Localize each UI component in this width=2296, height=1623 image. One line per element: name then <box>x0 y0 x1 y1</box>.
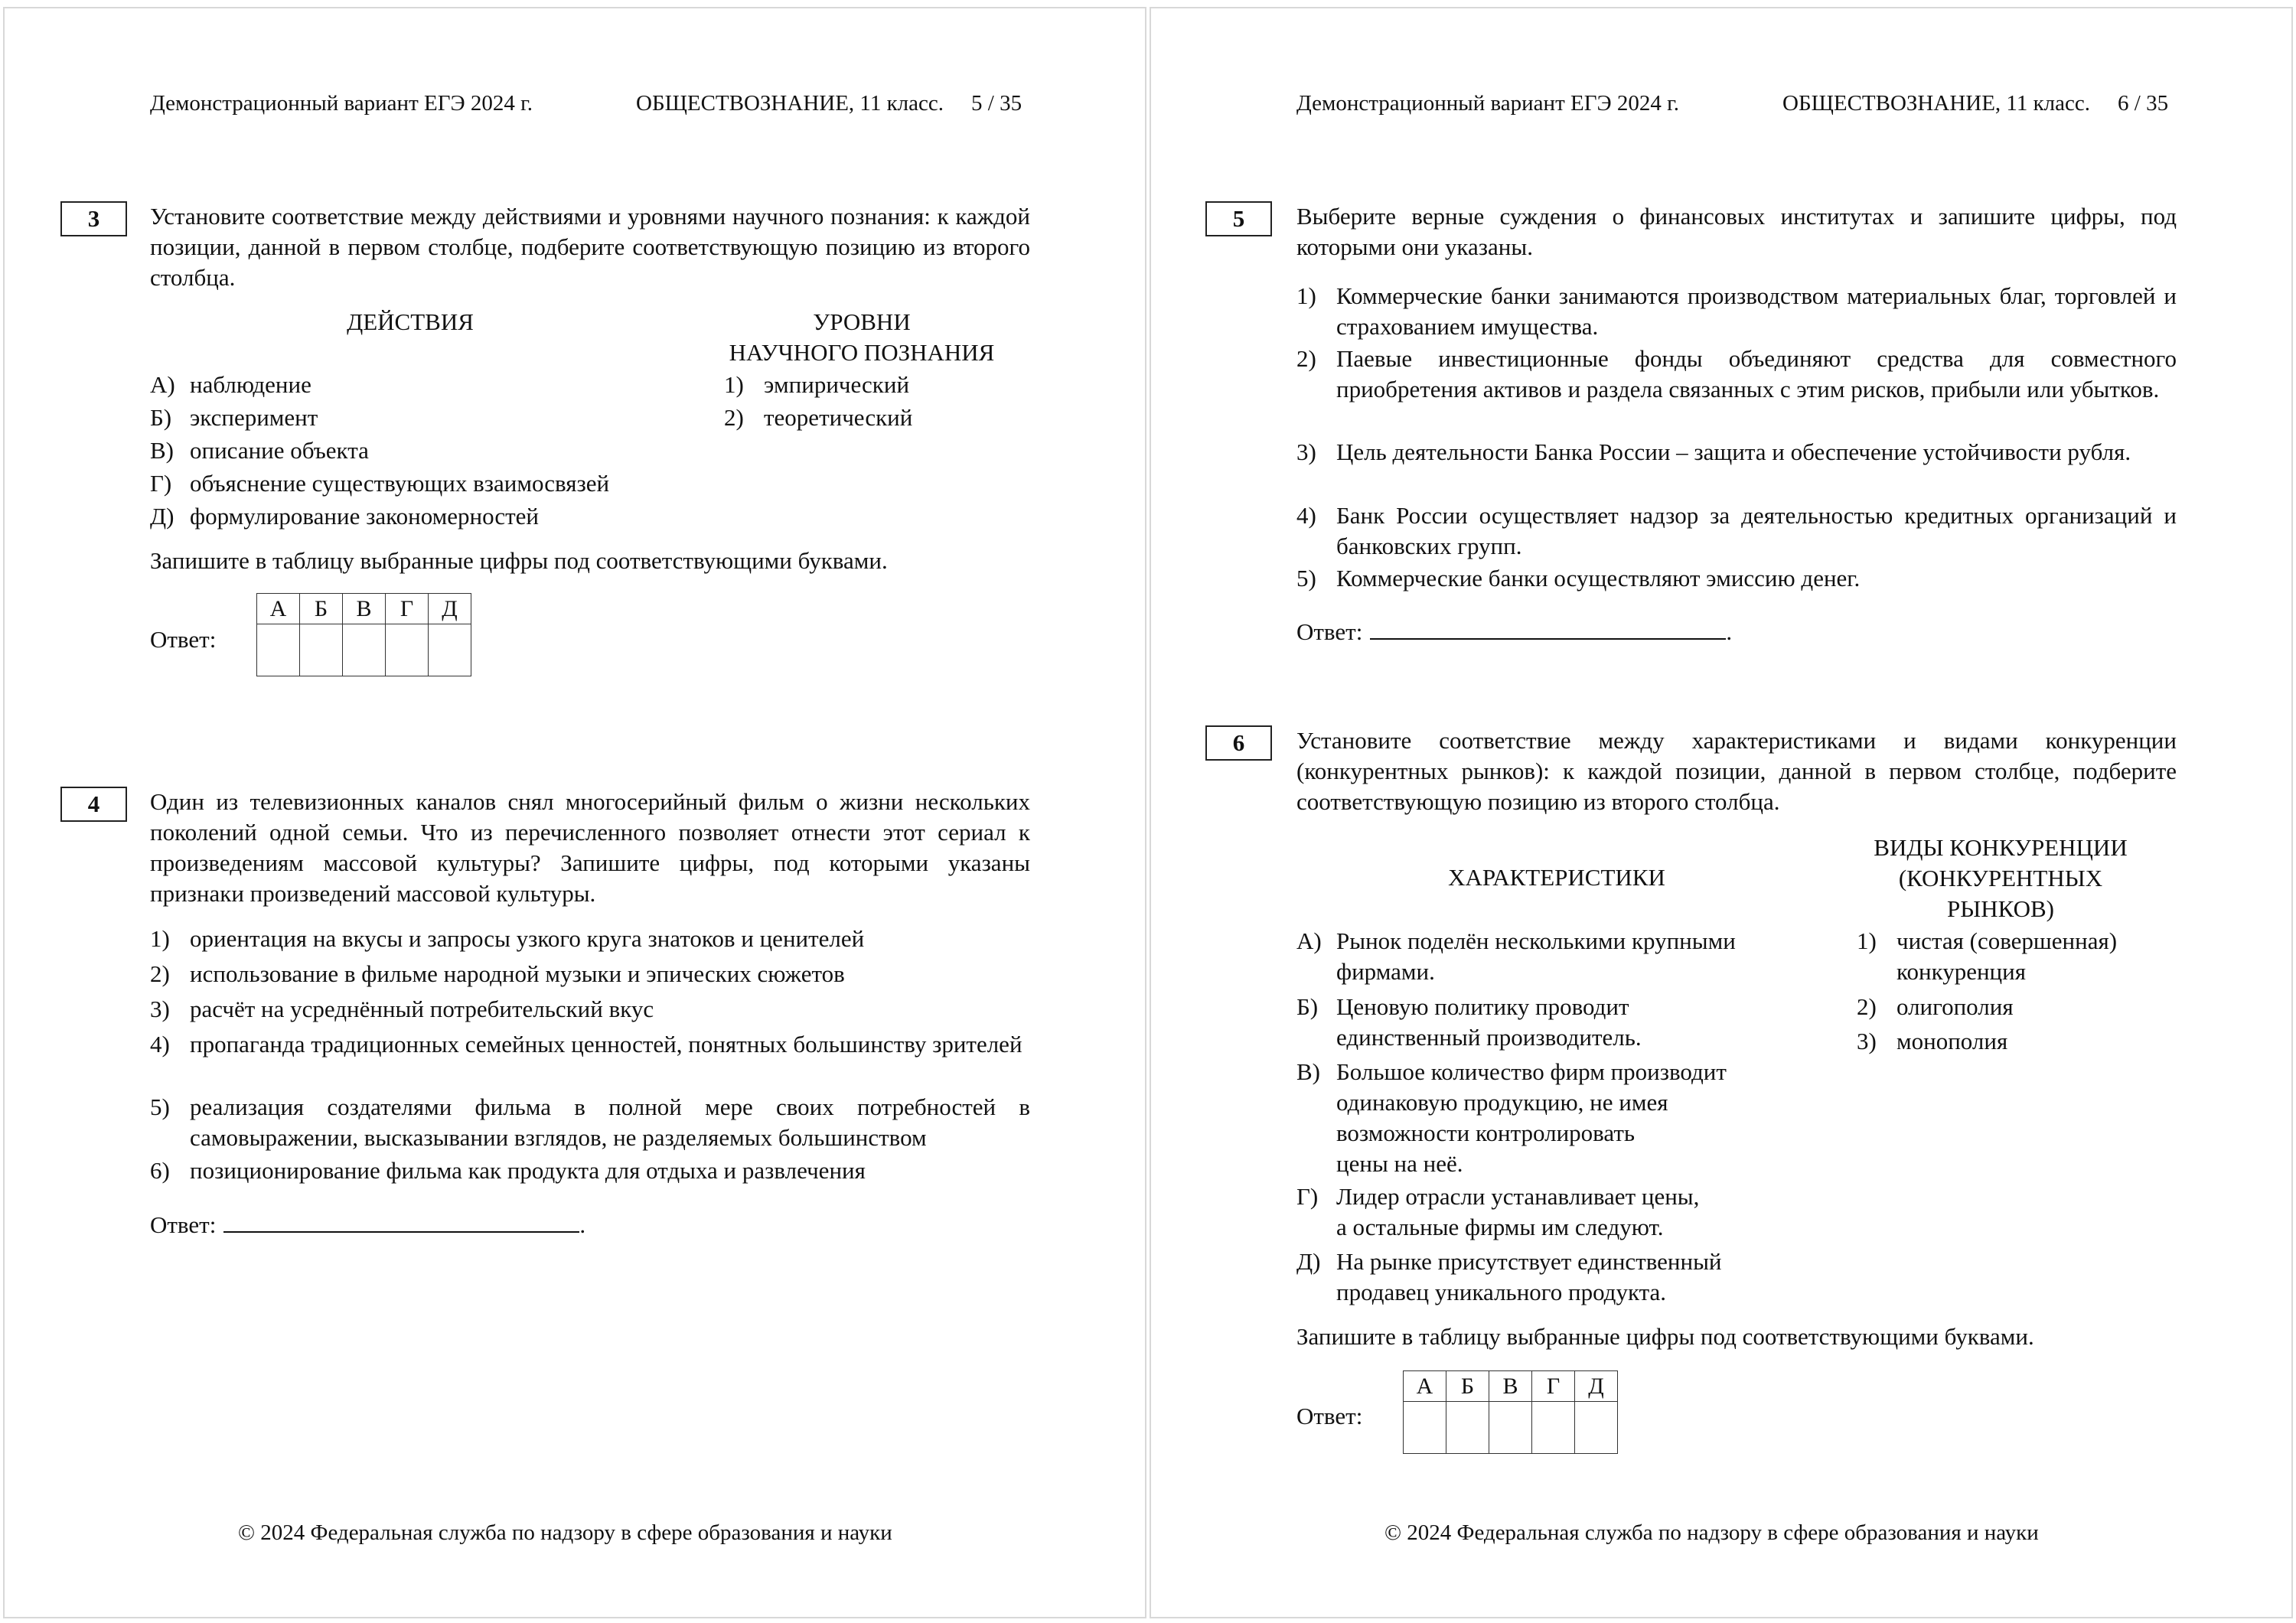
task4-answer: Ответ: . <box>150 1211 586 1238</box>
answer-label: Ответ: <box>150 626 217 653</box>
answer-label: Ответ: <box>150 1211 217 1238</box>
task6-col1-title: ХАРАКТЕРИСТИКИ <box>1448 864 1665 891</box>
page-footer: © 2024 Федеральная служба по надзору в сфере образования и науки <box>238 1520 892 1545</box>
task6-instruction: Запишите в таблицу выбранные цифры под соответствующими буквами. <box>1296 1323 2034 1350</box>
task-number-box: 4 <box>60 787 127 822</box>
task3-item: Д) формулирование закономерностей <box>150 503 539 530</box>
task4-option: 2) использование в фильме народной музыки и эпических сюжетов <box>150 960 845 987</box>
task6-type: 1) чистая (совершенная) конкуренция <box>1857 927 2118 985</box>
task6-text: Установите соответствие между характеристиками и видами конкуренции (конкурентных рынков): к каждой позиции, данной в первом столбце, подберите соответствующую позицию из второго столбца. <box>1296 727 2177 815</box>
task4-option: 1) ориентация на вкусы и запросы узкого круга знатоков и ценителей <box>150 925 865 952</box>
header-subject: ОБЩЕСТВОЗНАНИЕ, 11 класс. <box>636 91 944 116</box>
task5-answer: Ответ: . <box>1296 618 1733 645</box>
answer-line[interactable] <box>223 1210 579 1233</box>
task3-level: 2) теоретический <box>724 404 913 431</box>
page-right <box>1150 7 2293 1618</box>
header-title: Демонстрационный вариант ЕГЭ 2024 г. <box>150 91 533 116</box>
header-subject: ОБЩЕСТВОЗНАНИЕ, 11 класс. <box>1782 91 2091 116</box>
answer-letter: А <box>257 594 300 624</box>
task5-text: Выберите верные суждения о финансовых институтах и запишите цифры, под которыми они указаны. <box>1296 203 2177 260</box>
task3-instruction: Запишите в таблицу выбранные цифры под соответствующими буквами. <box>150 547 888 574</box>
task6-answer-table <box>1403 1370 1618 1454</box>
task3-col2-title: УРОВНИ НАУЧНОГО ПОЗНАНИЯ <box>729 308 995 366</box>
page-footer: © 2024 Федеральная служба по надзору в сфере образования и науки <box>1384 1520 2039 1545</box>
task3-item: А) наблюдение <box>150 371 311 398</box>
task4-text: Один из телевизионных каналов снял многосерийный фильм о жизни нескольких поколений одной семьи. Что из перечисленного позволяет отнести этот сериал к произведениям массовой культуры? Запишите цифры, под которыми указаны признаки произведений массовой культуры. <box>150 788 1030 907</box>
page-left <box>3 7 1146 1618</box>
task3-col1-title: ДЕЙСТВИЯ <box>347 308 474 335</box>
page-header-right <box>1782 91 2168 116</box>
task3-item: В) описание объекта <box>150 437 369 464</box>
answer-cell[interactable] <box>1404 1402 1446 1454</box>
task6-item: В) Большое количество фирм производит одинаковую продукцию, не имея возможности контролировать цены на неё. <box>1296 1058 1727 1177</box>
answer-cell[interactable] <box>300 624 343 676</box>
page-header-left <box>1296 91 1679 116</box>
answer-letter: Д <box>1575 1371 1618 1402</box>
task3-answer-table <box>256 593 471 676</box>
answer-letter: Г <box>1532 1371 1575 1402</box>
answer-cell[interactable] <box>1532 1402 1575 1454</box>
answer-label: Ответ: <box>1296 618 1363 645</box>
task3-item: Б) эксперимент <box>150 404 318 431</box>
answer-letter: В <box>343 594 386 624</box>
task3-text: Установите соответствие между действиями и уровнями научного познания: к каждой позиции, данной в первом столбце, подберите соответствующую позицию из второго столбца. <box>150 203 1030 291</box>
page-number: 5 / 35 <box>971 91 1022 116</box>
answer-letter: В <box>1489 1371 1532 1402</box>
answer-cell[interactable] <box>386 624 429 676</box>
task-number-box: 5 <box>1205 201 1272 236</box>
page-header-right <box>636 91 1022 116</box>
task6-item: А) Рынок поделён несколькими крупными фирмами. <box>1296 927 1736 985</box>
task4-option: 4) пропаганда традиционных семейных ценностей, понятных большинству зрителей <box>150 1031 1022 1058</box>
answer-letter: Б <box>1446 1371 1489 1402</box>
task3-level: 1) эмпирический <box>724 371 910 398</box>
task5-option: 3) Цель деятельности Банка России – защита и обеспечение устойчивости рубля. <box>1296 438 2131 465</box>
page-number: 6 / 35 <box>2118 91 2169 116</box>
task6-type: 2) олигополия <box>1857 993 2014 1020</box>
answer-cell[interactable] <box>429 624 471 676</box>
task5-option: 5) Коммерческие банки осуществляют эмиссию денег. <box>1296 565 1861 592</box>
answer-cell[interactable] <box>1489 1402 1532 1454</box>
answer-cell[interactable] <box>1575 1402 1618 1454</box>
answer-letter: Г <box>386 594 429 624</box>
task4-option: 3) расчёт на усреднённый потребительский вкус <box>150 996 654 1022</box>
answer-cell[interactable] <box>343 624 386 676</box>
task6-item: Д) На рынке присутствует единственный продавец уникального продукта. <box>1296 1248 1722 1305</box>
task6-item: Г) Лидер отрасли устанавливает цены, а остальные фирмы им следуют. <box>1296 1183 1700 1240</box>
page-header-left <box>150 91 533 116</box>
task5-option: 2) Паевые инвестиционные фонды объединяют средства для совместного приобретения активов и раздела связанных с этим рисков, прибыли или убытков. <box>1296 345 2177 402</box>
header-title: Демонстрационный вариант ЕГЭ 2024 г. <box>1296 91 1679 116</box>
answer-letter: А <box>1404 1371 1446 1402</box>
task5-option: 1) Коммерческие банки занимаются производством материальных благ, торговлей и страхованием имущества. <box>1296 282 2177 340</box>
task6-item: Б) Ценовую политику проводит единственный производитель. <box>1296 993 1642 1051</box>
task4-option: 6) позиционирование фильма как продукта для отдыха и развлечения <box>150 1157 866 1184</box>
answer-letter: Б <box>300 594 343 624</box>
answer-cell[interactable] <box>1446 1402 1489 1454</box>
answer-label: Ответ: <box>1296 1403 1363 1429</box>
task6-type: 3) монополия <box>1857 1028 2008 1054</box>
answer-letter: Д <box>429 594 471 624</box>
task6-col2-title: ВИДЫ КОНКУРЕНЦИИ (КОНКУРЕНТНЫХ РЫНКОВ) <box>1874 834 2128 922</box>
task5-option: 4) Банк России осуществляет надзор за деятельностью кредитных организаций и банковских групп. <box>1296 502 2177 559</box>
task3-item: Г) объяснение существующих взаимосвязей <box>150 470 610 497</box>
answer-line[interactable] <box>1370 617 1726 640</box>
task-number-box: 3 <box>60 201 127 236</box>
task4-option: 5) реализация создателями фильма в полной мере своих потребностей в самовыражении, высказывании взглядов, не разделяемых большинством <box>150 1093 1030 1151</box>
task-number-box: 6 <box>1205 725 1272 761</box>
answer-cell[interactable] <box>257 624 300 676</box>
